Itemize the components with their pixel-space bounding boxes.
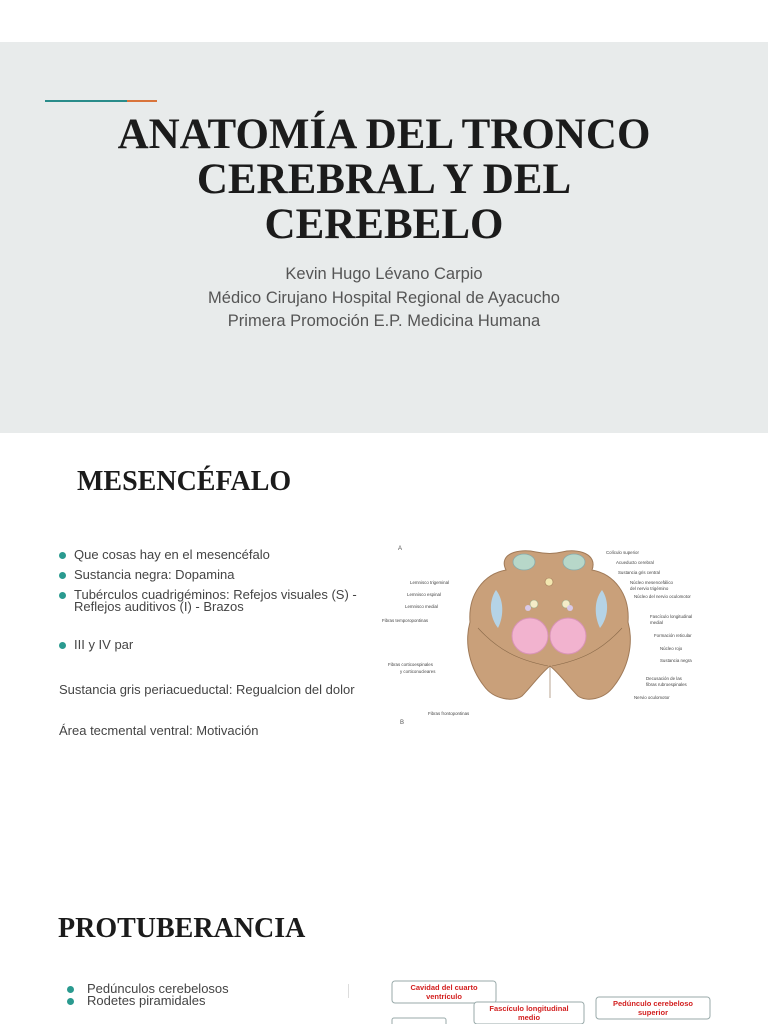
paragraph-tegmental: Área tecmental ventral: Motivación — [59, 723, 259, 738]
figure-label: Acueducto cerebral — [616, 560, 654, 565]
figure-label: Núcleo del nervio oculomotor — [634, 594, 691, 599]
superior-colliculus-right — [563, 554, 585, 570]
mlf-left — [525, 605, 531, 611]
midbrain-figure — [378, 540, 728, 730]
figure-label: Decusación de las — [646, 676, 682, 681]
figure-label: Pedúnculo cerebeloso — [612, 999, 694, 1008]
bullet-dot — [59, 592, 66, 599]
title-line: CEREBRAL Y DEL — [196, 156, 572, 203]
paragraph-periacueductal: Sustancia gris periacueductal: Regualcion del dolor — [59, 682, 355, 697]
figure-label: medial — [650, 620, 663, 625]
cerebral-aqueduct — [545, 578, 553, 586]
figure-label: del nervio trigémino — [630, 586, 669, 591]
label-box-partial — [392, 1018, 446, 1024]
title-slide — [0, 42, 768, 433]
red-nucleus-left — [512, 618, 548, 654]
section-heading-protuberancia: PROTUBERANCIA — [58, 913, 306, 944]
midbrain-body — [468, 551, 631, 699]
figure-label: Fascículo longitudinal — [650, 614, 693, 619]
oculomotor-nucleus-left — [530, 600, 538, 608]
bullet-dot — [67, 998, 74, 1005]
figure-label: Lemnisco trigeminal — [410, 580, 450, 585]
midbrain-diagram — [378, 540, 728, 730]
accent-line-teal — [45, 100, 127, 102]
figure-label: Colículo superior — [606, 550, 639, 555]
figure-label: Núcleo mesencefálico — [630, 580, 673, 585]
figure-label: Fibras frontopontinas — [428, 711, 470, 716]
mesencefalo-bullet-list — [59, 549, 369, 651]
figure-label: Lemnisco medial — [405, 604, 438, 609]
figure-label: Lemnisco espinal — [407, 592, 441, 597]
list-item: III y IV par — [59, 639, 369, 651]
title-line: ANATOMÍA DEL TRONCO — [117, 111, 651, 158]
figure-label: Núcleo rojo — [660, 646, 683, 651]
mlf-right — [567, 605, 573, 611]
author-position: Médico Cirujano Hospital Regional de Ayacucho — [208, 288, 560, 307]
list-item: Pedúnculos cerebelosos — [67, 983, 327, 995]
list-item: Tubérculos cuadrigéminos: Refejos visuales (S) - — [59, 589, 369, 601]
figure-label: Cavidad del cuarto — [410, 983, 478, 992]
presentation-title — [84, 112, 684, 247]
figure-label: Fascículo longitudinal — [489, 1004, 569, 1013]
title-line: CEREBELO — [264, 201, 504, 248]
panel-label-b: B — [400, 720, 405, 726]
author-promotion: Primera Promoción E.P. Medicina Humana — [227, 312, 541, 330]
figure-label: Nervio oculomotor — [634, 695, 670, 700]
figure-label: Fibras corticoespinales — [388, 662, 433, 667]
bullet-dot — [59, 572, 66, 579]
bullet-dot — [67, 986, 74, 993]
figure-label: medio — [517, 1013, 541, 1022]
superior-colliculus-left — [513, 554, 535, 570]
section-heading-mesencefalo: MESENCÉFALO — [77, 466, 292, 497]
figure-label: Sustancia negra — [660, 658, 692, 663]
author-name: Kevin Hugo Lévano Carpio — [285, 265, 483, 283]
pons-diagram — [348, 976, 728, 1024]
red-nucleus-right — [550, 618, 586, 654]
figure-label: Sustancia gris central — [618, 570, 660, 575]
bullet-dot — [59, 552, 66, 559]
list-item: Rodetes piramidales — [67, 995, 327, 1007]
list-item-continuation: Reflejos auditivos (I) - Brazos — [74, 599, 244, 614]
list-item: Sustancia negra: Dopamina — [59, 569, 369, 581]
subtitle-block — [84, 263, 684, 334]
figure-label: superior — [637, 1008, 669, 1017]
figure-label: fibras rubroespinales — [646, 682, 687, 687]
panel-label-a: A — [398, 546, 403, 552]
figure-label: ventrículo — [426, 992, 462, 1001]
protuberancia-bullet-list — [67, 983, 327, 1007]
pons-figure — [348, 976, 728, 1024]
figure-label: y corticonucleares — [400, 669, 436, 674]
figure-label: Formación reticular — [654, 633, 692, 638]
list-item: Que cosas hay en el mesencéfalo — [59, 549, 369, 561]
accent-line-orange — [127, 100, 157, 102]
bullet-dot — [59, 642, 66, 649]
figure-label: Fibras temporopontinas — [382, 618, 429, 623]
